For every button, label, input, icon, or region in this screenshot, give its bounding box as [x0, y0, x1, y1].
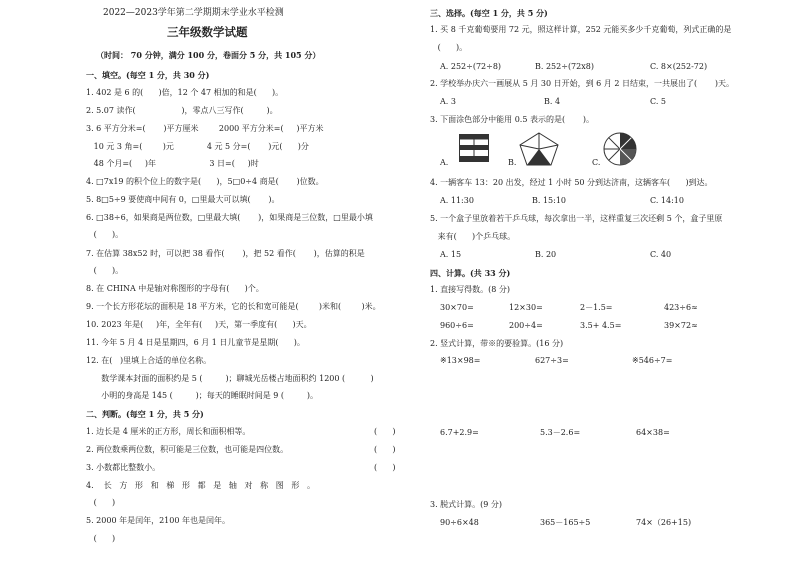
choice-question-3: 3. 下面涂色部分中能用 0.5 表示的是( )。 — [430, 115, 595, 124]
fill-question: 5. 8□5÷9 要使商中间有 0，□里最大可以填( )。 — [86, 195, 280, 204]
calc-item: 12×30= — [509, 303, 543, 312]
choice-option: A. 15 — [440, 250, 462, 259]
judge-question: ( ) — [86, 498, 116, 507]
calc-item: 2－1.5= — [580, 303, 613, 312]
fill-question: ( )。 — [86, 230, 124, 239]
choice-question-5-cont: 来有( )个乒乓球。 — [430, 232, 516, 241]
exam-title: 2022—2023学年第二学期期末学业水平检测 — [103, 8, 284, 18]
part1-heading: 一、填空。(每空 1 分，共 30 分) — [86, 70, 210, 80]
choice-option: B. 4 — [544, 97, 561, 106]
fill-question: 11. 今年 5 月 4 日是星期四，6 月 1 日儿童节是星期( )。 — [86, 338, 305, 347]
calc-item: 30×70= — [440, 303, 474, 312]
choice-option: A. 252÷(72÷8) — [440, 62, 502, 71]
judge-question: 5. 2000 年是闰年，2100 年也是闰年。 — [86, 516, 230, 525]
fill-question: 12. 在( )里填上合适的单位名称。 — [86, 356, 212, 365]
choice-option: B. 15:10 — [532, 196, 567, 205]
fill-question: 48 个月=( )年 3 日=( )时 — [86, 159, 259, 168]
judge-bracket: ( ) — [374, 427, 396, 436]
grade-title: 三年级数学试题 — [167, 25, 248, 39]
right-column — [422, 0, 794, 561]
calc-item: 627÷3= — [535, 356, 569, 365]
calc-item: 5.3－2.6= — [540, 428, 581, 437]
choice-bracket: ( )。 — [430, 43, 468, 52]
calc-item: 6.7+2.9= — [440, 428, 479, 437]
choice-option: C. 40 — [650, 250, 672, 259]
fill-question: 数学课本封面的面积约是 5 ( )；聊城光岳楼占地面积约 1200 ( ) — [86, 374, 374, 383]
calc-subheading: 1. 直接写得数。(8 分) — [430, 285, 511, 294]
calc-item: 39×72≈ — [664, 321, 698, 330]
calc-item: 365－165÷5 — [540, 518, 591, 527]
calc-item: 960÷6= — [440, 321, 474, 330]
fill-question: 8. 在 CHINA 中是轴对称图形的字母有( )个。 — [86, 284, 264, 293]
choice-option: A. — [440, 158, 449, 167]
fill-question: 3. 6 平方分米=( )平方厘米 2000 平方分米=( )平方米 — [86, 124, 324, 133]
calc-subheading: 2. 竖式计算，带※的要验算。(16 分) — [430, 339, 564, 348]
pie-figure — [603, 132, 637, 166]
judge-question: ( ) — [86, 534, 116, 543]
choice-option: A. 3 — [440, 97, 456, 106]
judge-question: 3. 小数都比整数小。 — [86, 463, 161, 472]
choice-question-1: 1. 买 8 千克葡萄要用 72 元，照这样计算，252 元能买多少千克葡萄，列式正确的是 — [430, 25, 732, 34]
exam-info: （时间： 70 分钟，满分 100 分，卷面分 5 分，共 105 分） — [96, 50, 321, 60]
calc-item: 64×38= — [636, 428, 670, 437]
choice-option: C. 5 — [650, 97, 667, 106]
calc-item: ※546÷7= — [632, 356, 673, 365]
choice-question-5: 5. 一个盒子里放着若干乒乓球，每次拿出一半，这样重复三次还剩 5 个，盒子里原 — [430, 214, 723, 223]
fill-question: 9. 一个长方形花坛的面积是 18 平方米，它的长和宽可能是( )米和( )米。 — [86, 302, 381, 311]
judge-question: 1. 边长是 4 厘米的正方形，周长和面积相等。 — [86, 427, 251, 436]
choice-option: A. 11:30 — [440, 196, 474, 205]
calc-item: 200÷4= — [509, 321, 543, 330]
choice-option: C. 8×(252-72) — [650, 62, 708, 71]
part3-heading: 三、选择。(每空 1 分，共 5 分) — [430, 8, 548, 18]
fill-question: 2. 5.07 读作( )，零点八三写作( )。 — [86, 106, 278, 115]
fill-question: 10. 2023 年是( )年，全年有( )天，第一季度有( )天。 — [86, 320, 312, 329]
fill-question: 7. 在估算 38x52 时，可以把 38 看作( )，把 52 看作( )，估算的积是 — [86, 249, 365, 258]
choice-option: B. 252÷(72x8) — [535, 62, 594, 71]
judge-question: 2. 两位数乘两位数，积可能是三位数，也可能是四位数。 — [86, 445, 289, 454]
fill-question: 小明的身高是 145 ( )；每天的睡眠时间是 9 ( )。 — [86, 391, 319, 400]
calc-item: 90÷6×48 — [440, 518, 479, 527]
choice-question-2: 2. 学校举办庆六一画展从 5 月 30 日开始，到 6 月 2 日结束，一共展出了( )天。 — [430, 79, 735, 88]
judge-bracket: ( ) — [374, 445, 396, 454]
choice-option: C. 14:10 — [650, 196, 684, 205]
calc-item: 423÷6≈ — [664, 303, 698, 312]
choice-option: C. — [592, 158, 601, 167]
calc-item: 3.5+ 4.5= — [580, 321, 622, 330]
part2-heading: 二、判断。(每空 1 分，共 5 分) — [86, 409, 204, 419]
calc-item: 74×（26+15) — [636, 518, 692, 527]
pentagon-figure — [519, 132, 559, 166]
choice-option: B. 20 — [535, 250, 557, 259]
judge-bracket: ( ) — [374, 463, 396, 472]
fill-question: ( )。 — [86, 266, 124, 275]
fill-question: 6. □38÷6，如果商是两位数，□里最大填( )，如果商是三位数，□里最小填 — [86, 213, 373, 222]
calc-item: ※13×98= — [440, 356, 481, 365]
fill-question: 4. □7x19 的积个位上的数字是( )，5□0÷4 商是( )位数。 — [86, 177, 324, 186]
fill-question: 1. 402 是 6 的( )倍，12 个 47 相加的和是( )。 — [86, 88, 284, 97]
choice-option: B. — [508, 158, 517, 167]
fill-question: 10 元 3 角=( )元 4 元 5 分=( )元( )分 — [86, 142, 309, 151]
judge-question: 4. 长 方 形 和 梯 形 都 是 轴 对 称 图 形 。 — [86, 481, 315, 490]
choice-question-4: 4. 一辆客车 13：20 出发，经过 1 小时 50 分到达济南，这辆客车( )到达。 — [430, 178, 713, 187]
part4-heading: 四、计算。(共 33 分) — [430, 268, 511, 278]
calc-subheading: 3. 脱式计算。(9 分) — [430, 500, 503, 509]
stacked-bars-figure — [459, 134, 489, 162]
